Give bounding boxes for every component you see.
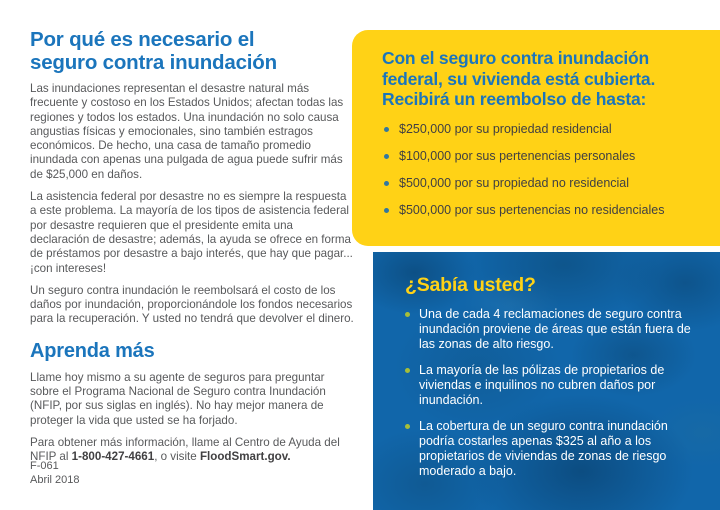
- document-footer: [30, 460, 80, 487]
- bullet-dot: [384, 181, 389, 186]
- contact-text-mid: , o visite: [154, 450, 200, 464]
- federal-aid-paragraph: La asistencia federal por desastre no es siempre la respuesta a este problema. La mayoría de los tipos de asistencia federal por desastre requieren que el presidente emita una declaración de desastre; además, la ayuda se ofrece en forma de préstamos por desastre a bajo interés, que hay que pagar... ¡con intereses!: [30, 190, 353, 275]
- publication-date: Abril 2018: [30, 473, 80, 486]
- learn-more-heading: Aprenda más: [30, 339, 155, 362]
- reimbursement-paragraph: Un seguro contra inundación le reembolsará el costo de los daños por inundación, proporcionándole los fondos necesarios para la recuperación. Y usted no tendrá que devolver el dinero.: [30, 283, 354, 326]
- learn-more-paragraph: Llame hoy mismo a su agente de seguros para preguntar sobre el Programa Nacional de Seguro contra Inundación (NFIP, por sus siglas en inglés). No hay mejor manera de proteger la vida que usted se ha forjado.: [30, 370, 326, 427]
- list-item: [382, 203, 694, 218]
- contact-text-pre: Para obtener más información, llame al Centro de Ayuda del NFIP al: [30, 435, 340, 464]
- list-item: [405, 307, 697, 352]
- benefit-residential-property: $250,000 por su propiedad residencial: [399, 121, 612, 136]
- bullet-dot: [384, 208, 389, 213]
- fact-policies-no-flood-coverage: La mayoría de las pólizas de propietarios de viviendas e inquilinos no cubren daños por inundación.: [419, 363, 665, 407]
- list-item: [382, 149, 694, 164]
- fact-claims-outside-high-risk: Una de cada 4 reclamaciones de seguro contra inundación proviene de áreas que están fuera de las zonas de alto riesgo.: [419, 307, 691, 351]
- form-number: F-061: [30, 460, 59, 472]
- benefit-personal-belongings: $100,000 por sus pertenencias personales: [399, 148, 636, 163]
- nfip-phone-number: 1-800-427-4661: [71, 450, 155, 464]
- list-item: [382, 122, 694, 137]
- bullet-dot: [405, 424, 410, 429]
- bullet-dot: [405, 368, 410, 373]
- benefits-title: Con el seguro contra inundación federal, su vivienda está cubierta. Recibirá un reembolso de hasta:: [382, 48, 656, 109]
- benefits-list: [382, 122, 694, 218]
- list-item: [405, 363, 697, 408]
- left-column: [30, 28, 354, 465]
- benefit-nonresidential-property: $500,000 por su propiedad no residencial: [399, 175, 630, 190]
- bullet-dot: [384, 154, 389, 159]
- bullet-dot: [384, 127, 389, 132]
- page-title: Por qué es necesario el seguro contra inundación: [30, 28, 277, 74]
- intro-paragraph: Las inundaciones representan el desastre natural más frecuente y costoso en los Estados Unidos; afectan todas las regiones y todos los estados. Una inundación no solo causa angustias físicas y emocionales, sino también estragos económicos. De hecho, una casa de tamaño promedio inundada con apenas una pulgada de agua puede sufrir más de $25,000 en daños.: [30, 82, 344, 181]
- fact-coverage-cost: La cobertura de un seguro contra inundación podría costarles apenas $325 al año a los propietarios de viviendas de zonas de riesgo moderado a bajo.: [419, 419, 668, 478]
- list-item: [382, 176, 694, 191]
- coverage-benefits-box: [352, 30, 720, 246]
- did-you-know-heading: ¿Sabía usted?: [405, 274, 536, 296]
- list-item: [405, 419, 697, 479]
- floodsmart-url: FloodSmart.gov.: [199, 450, 291, 464]
- flood-photo-section: [373, 252, 720, 510]
- benefit-nonresidential-belongings: $500,000 por sus pertenencias no residenciales: [399, 202, 665, 217]
- bullet-dot: [405, 312, 410, 317]
